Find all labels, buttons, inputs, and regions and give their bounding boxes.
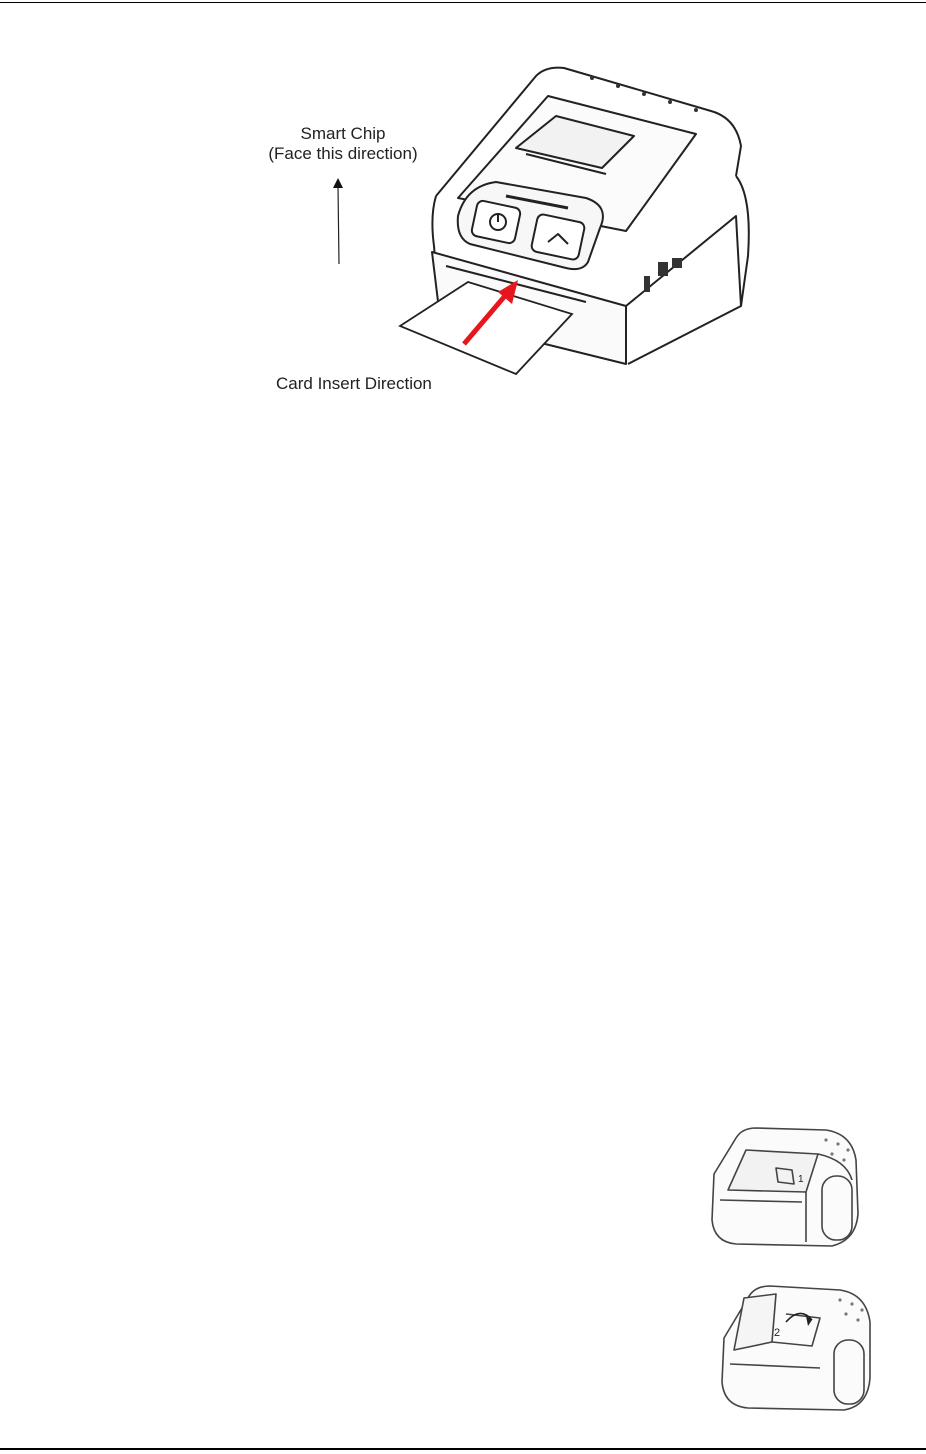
smart-chip-title: Smart Chip xyxy=(300,124,386,143)
printer-illustration xyxy=(396,56,756,378)
smart-chip-subtitle: (Face this direction) xyxy=(268,144,418,163)
step2-printer-thumbnail xyxy=(716,1276,876,1418)
step1-number: 1 xyxy=(798,1174,804,1185)
header-rule xyxy=(0,2,926,3)
card-insert-label: Card Insert Direction xyxy=(276,374,432,393)
step1-printer-thumbnail xyxy=(706,1120,864,1254)
footer-rule xyxy=(0,1448,926,1450)
chip-direction-arrow xyxy=(330,176,346,266)
step2-number: 2 xyxy=(774,1327,781,1339)
